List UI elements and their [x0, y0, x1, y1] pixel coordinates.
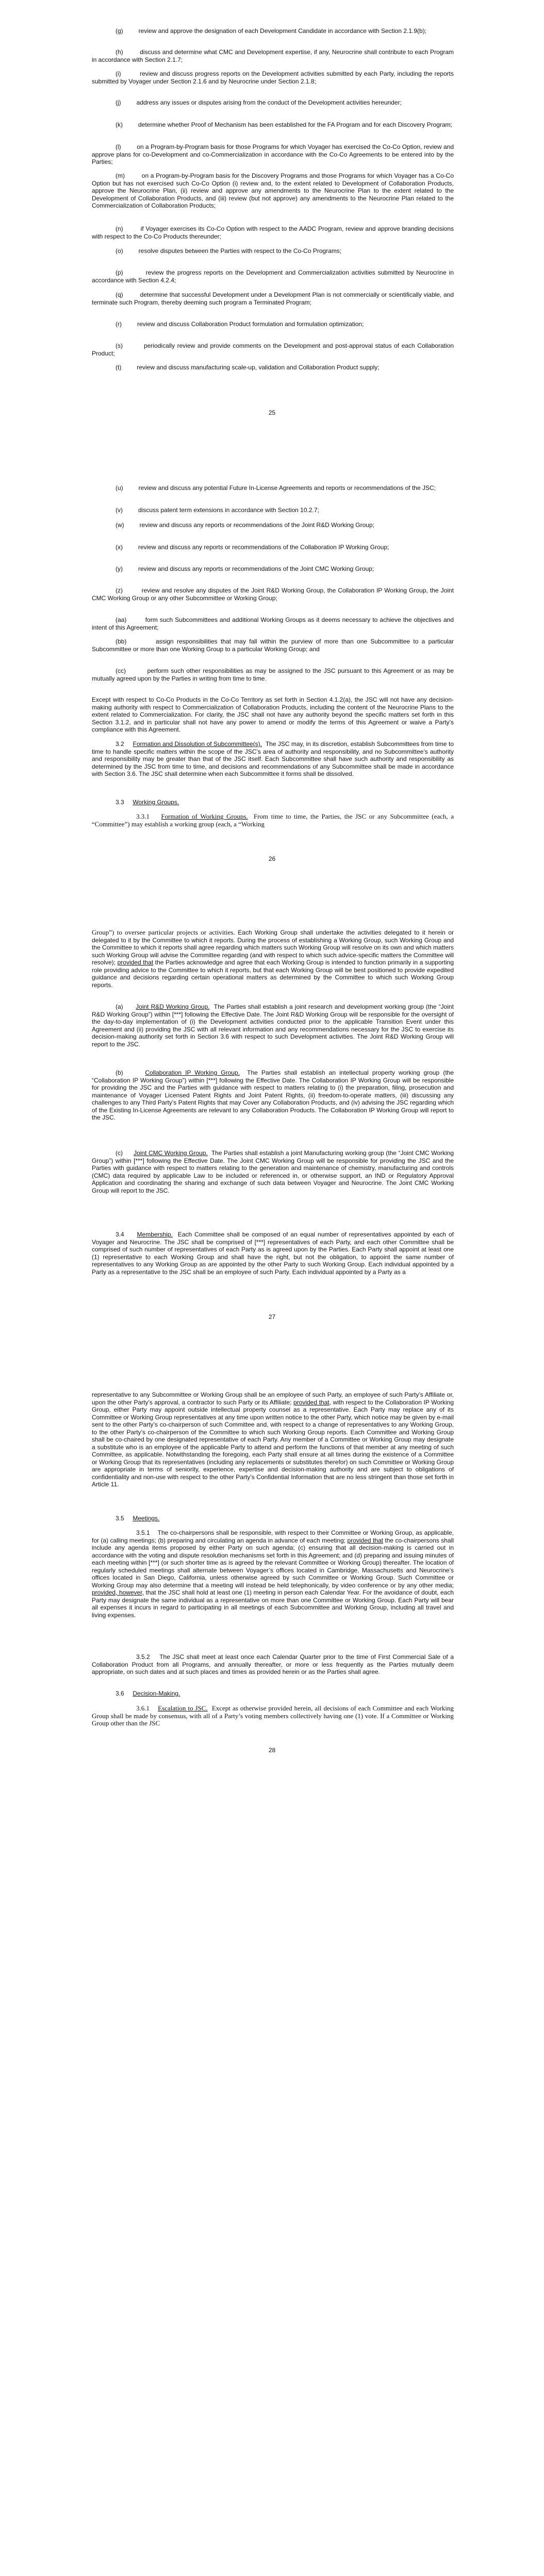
- membership-heading: Membership.: [137, 1231, 173, 1238]
- clause-p: (p) review the progress reports on the Development and Commercialization activities submitted by Neurocrine in accordance with Section 4.2.4;: [92, 269, 454, 284]
- clause-q: (q) determine that successful Development under a Development Plan is not commercially or scientifically viable, and terminate such Program, thereby deeming such program a Terminated Program;: [92, 291, 454, 306]
- clause-r: (r) review and discuss Collaboration Product formulation and formulation optimization;: [116, 320, 364, 328]
- clause-bb: (bb) assign responsibilities that may fall within the purview of more than one Subcommittee to a particular Subcommittee or more than one Working Group to a particular Working Group; and: [92, 638, 454, 653]
- page-number: 27: [268, 1313, 276, 1320]
- section-3-3: 3.3 Working Groups.: [116, 799, 179, 806]
- jsc-authority-paragraph: Except with respect to Co-Co Products in the Co-Co Territory as set forth in Section 4.1.2(a), the JSC will not have any decision-making authority with respect to Commercialization of Collaboration Products, including the content of the Neurocrine Plans to the extent related to Commercialization. For clarity, the JSC shall not have any authority beyond the specific matters set forth in this Section 3.1.2, and in particular shall not have any power to amend or modify the terms of this Agreement or waive a Party’s compliance with this Agreement.: [92, 696, 454, 733]
- meetings-body: The co-chairpersons shall be responsible, with respect to their Committee or Working Group, as applicable, for (a) calling meetings; (b) preparing and circulating an agenda in advance of each meeting;: [92, 1529, 454, 1544]
- clause-aa: (aa) form such Subcommittees and additional Working Groups as it deems necessary to achieve the objectives and intent of this Agreement;: [92, 616, 454, 631]
- meetings-body-2: the co-chairpersons shall include any agenda items proposed by either Party on such agenda; (c) ensuring that all decision-making is carried out in accordance with the voting and dispute resolution mechanisms set forth in this Agreement; and (d) preparing and issuing minutes of each meeting within [***] (or such shorter time as is agreed by the relevant Committee or Working Group) thereafter. The location of regularly scheduled meetings shall alternate between Voyager’s offices located in Cambridge, Massachusetts and Neurocrine’s offices located in San Diego, California, unless otherwise agreed by such Committee or Working Group. Such Committee or Working Group may also determine that a meeting will instead be held telephonically, by video conference or by any other media;: [92, 1536, 454, 1589]
- clause-k: (k) determine whether Proof of Mechanism has been established for the FA Program and for each Discovery Program;: [116, 121, 452, 128]
- section-3-2: 3.2 Formation and Dissolution of Subcommittee(s). The JSC may, in its discretion, establish Subcommittees from time to time to handle specific matters within the scope of the JSC’s area of authority and responsibility, and no Subcommittee’s authority and responsibility may be greater than that of the JSC itself. Each Subcommittee shall have such authority and responsibility as determined by the JSC from time to time, and decisions and recommendations of any Subcommittee shall be made in accordance with Section 3.6. The JSC shall determine when each Subcommittee it forms shall be dissolved.: [92, 740, 454, 777]
- proviso: provided that: [117, 959, 154, 966]
- clause-s: (s) periodically review and provide comments on the Development and post-approval status of each Collaboration Product;: [92, 342, 454, 357]
- working-group-body-2: the Parties acknowledge and agree that each Working Group is intended to function primarily in a supporting role providing advice to the Committee to which it reports, but that each Working Group will be best positioned to provide expedited guidance and decisions regarding certain operational matters as determined by the Committee to which such Working Group reports.: [92, 959, 454, 989]
- clause-h: (h) discuss and determine what CMC and Development expertise, if any, Neurocrine shall contribute to each Program in accordance with Section 2.1.7;: [92, 48, 454, 63]
- section-3-3-heading: Working Groups.: [133, 799, 179, 806]
- meetings-body-3: that the JSC shall hold at least one (1) meeting in person each Calendar Year. For the avoidance of doubt, each Party may designate the same individual as a representative on more than one Committee or Working Group. Each Party will bear all expenses it incurs in regard to participating in all meetings of each Subcommittee and Working Group, including all travel and living expenses.: [92, 1589, 454, 1619]
- clause-y: (y) review and discuss any reports or recommendations of the Joint CMC Working Group;: [116, 565, 374, 572]
- section-3-2-body: The JSC may, in its discretion, establish Subcommittees from time to time to handle specific matters within the scope of the JSC’s area of authority and responsibility, and no Subcommittee’s authority and responsibility may be greater than that of the JSC itself. Each Subcommittee shall have such authority and responsibility as determined by the JSC from time to time, and decisions and recommendations of any Subcommittee shall be made in accordance with Section 3.6. The JSC shall determine when each Subcommittee it forms shall be dissolved.: [92, 740, 454, 777]
- cmc-wg-body: The Parties shall establish a joint Manufacturing working group (the “Joint CMC Working Group”) within [***] following the Effective Date. The Joint CMC Working Group will be responsible for providing the JSC and the Parties with guidance with respect to matters relating to the generation and maintenance of chemistry, manufacturing and controls (CMC) data required by applicable Law to be included or referenced in, or otherwise support, an IND or Regulatory Approval Application and coordinating the sharing and exchange of such data between Voyager and Neurocrine. The Joint CMC Working Group will report to the JSC.: [92, 1149, 454, 1194]
- working-group-body: Each Working Group shall undertake the activities delegated to it herein or delegated to it by the Committee to which it reports. During the process of establishing a Working Group, such Working Group and the Committee to which it reports shall agree regarding which matters such Working Group will resolve on its own and which matters such Working Group will advise the Committee regarding (and with respect to which such advice-specific matters the Committee will resolve);: [92, 929, 454, 966]
- clause-m: (m) on a Program-by-Program basis for the Discovery Programs and those Programs for which Voyager has a Co-Co Option but has not exercised such Co-Co Option (i) review and, to the extent related to Development of Collaboration Products, approve the Neurocrine Plan, (ii) review and approve any amendments to the Neurocrine Plan to the extent related to the Development of Collaboration Products, and (iii) review (but not approve) any amendments to the Neurocrine Plan related to the Commercialization of Collaboration Products;: [92, 172, 454, 209]
- clause-u: (u) review and discuss any potential Future In-License Agreements and reports or recommendations of the JSC;: [116, 484, 436, 492]
- joint-rd-body: The Parties shall establish a joint research and development working group (the “Joint R&D Working Group”) within [***] following the Effective Date. The Joint R&D Working Group will be responsible for the oversight of the day-to-day implementation of (i) the Development activities conducted prior to the applicable Transition Event under this Agreement and (ii) providing the JSC with all relevant information and any recommendations necessary for the JSC to exercise its decision-making authority set forth in Section 3.6 with respect to such Development activities. The Joint R&D Working Group will report to the JSC.: [92, 1003, 454, 1048]
- membership-continued: [92, 1391, 454, 1488]
- ip-wg-heading: Collaboration IP Working Group.: [145, 1069, 240, 1076]
- escalation-heading: Escalation to JSC.: [158, 1704, 208, 1712]
- membership-continued-body: with respect to the Collaboration IP Working Group, either Party may appoint outside intellectual property counsel as a representative. Each Party may replace any of its Committee or Working Group representatives at any time upon written notice to the other Party, which notice may be given by e-mail sent to the other Party’s co-chairperson of such Committee and, with respect to a change of representatives to any Working Group, to the other Party’s co-chairperson of the Committee to which such Working Group reports. Each Committee and Working Group shall be co-chaired by one designated representative of each Party. Any member of a Committee or Working Group may designate a substitute who is an employee of the applicable Party to attend and perform the functions of that member at any meeting of such Committee, as applicable. Notwithstanding the foregoing, each Party shall ensure at all times during the existence of a Committee or Working Group that its representatives (including any replacements or substitutes therefor) on such Committee or Working Group are appropriate in terms of seniority, experience, expertise and decision-making authority and are subject to obligations of confidentiality and non-use with respect to the other Party’s Confidential Information that are no less stringent than those set forth in Article 11.: [92, 1398, 454, 1488]
- clause-cc: (cc) perform such other responsibilities as may be assigned to the JSC pursuant to this Agreement or as may be mutually agreed upon by the Parties in writing from time to time.: [92, 667, 454, 682]
- section-ip-wg: (b) Collaboration IP Working Group. The Parties shall establish an intellectual property working group (the “Collaboration IP Working Group”) within [***] following the Effective Date. The Collaboration IP Working Group will be responsible for providing the JSC and the Parties with guidance with respect to matters relating to (i) the preparation, filing, prosecution and maintenance of Voyager Licensed Patent Rights and Joint Patent Rights, (ii) freedom-to-operate matters, (iii) discussing any challenges to any Third Party’s Patent Rights that may Cover any Collaboration Products, and (iv) advising the JSC regarding which of the Existing In-License Agreements are relevant to any Collaboration Products. The Collaboration IP Working Group will report to the JSC.: [92, 1069, 454, 1121]
- section-3-5-1: 3.5.1 The co-chairpersons shall be responsible, with respect to their Committee or Working Group, as applicable, for (a) calling meetings; (b) preparing and circulating an agenda in advance of each meeting; provided that the co-chairpersons shall include any agenda items proposed by either Party on such agenda; (c) ensuring that all decision-making is carried out in accordance with the voting and dispute resolution mechanisms set forth in this Agreement; and (d) preparing and issuing minutes of each meeting within [***] (or such shorter time as is agreed by the relevant Committee or Working Group) thereafter. The location of regularly scheduled meetings shall alternate between Voyager’s offices located in Cambridge, Massachusetts and Neurocrine’s offices located in San Diego, California, unless otherwise agreed by such Committee or Working Group. Such Committee or Working Group may also determine that a meeting will instead be held telephonically, by video conference or by any other media; provided, however, that the JSC shall hold at least one (1) meeting in person each Calendar Year. For the avoidance of doubt, each Party may designate the same individual as a representative on more than one Committee or Working Group. Each Party will bear all expenses it incurs in regard to participating in all meetings of each Subcommittee and Working Group, including all travel and living expenses.: [92, 1529, 454, 1619]
- jsc-meeting-body: The JSC shall meet at least once each Calendar Quarter prior to the time of First Commercial Sale of a Collaboration Product from all Programs, and annually thereafter, or more or less frequently as the Parties mutually deem appropriate, on such dates and at such places and times as provided herein or as the Parties shall agree.: [92, 1653, 454, 1675]
- clause-g: (g) review and approve the designation of each Development Candidate in accordance with Section 2.1.9(b);: [116, 27, 427, 35]
- clause-v: (v) discuss patent term extensions in accordance with Section 10.2.7;: [116, 506, 319, 514]
- cmc-wg-heading: Joint CMC Working Group.: [134, 1149, 208, 1157]
- clause-n: (n) if Voyager exercises its Co-Co Option with respect to the AADC Program, review and approve branding decisions with respect to the Co-Co Products thereunder;: [92, 225, 454, 240]
- membership-continued-lead: representative to any Subcommittee or Working Group shall be an employee of such Party, an employee of such Party’s Affiliate or, upon the other Party’s approval, a contractor to such Party or its Affiliate;: [92, 1391, 454, 1406]
- joint-rd-heading: Joint R&D Working Group.: [136, 1003, 210, 1010]
- page-number: 28: [268, 1747, 276, 1754]
- ip-wg-body: The Parties shall establish an intellectual property working group (the “Collaboration IP Working Group”) within [***] following the Effective Date. The Collaboration IP Working Group will be responsible for providing the JSC and the Parties with guidance with respect to matters relating to (i) the preparation, filing, prosecution and maintenance of Voyager Licensed Patent Rights and Joint Patent Rights, (ii) freedom-to-operate matters, (iii) discussing any challenges to any Third Party’s Patent Rights that may Cover any Collaboration Products, and (iv) advising the JSC regarding which of the Existing In-License Agreements are relevant to any Collaboration Products. The Collaboration IP Working Group will report to the JSC.: [92, 1069, 454, 1121]
- membership-body: Each Committee shall be composed of an equal number of representatives appointed by each of Voyager and Neurocrine. The JSC shall be comprised of [***] representatives of each Party, and each other Committee shall be comprised of such number of representatives of each Party as is agreed upon by the Parties. Each Party shall appoint at least one (1) representative to each Working Group and shall have the right, but not the obligation, to appoint the same number of representatives to any Working Group as are appointed by the other Party to such Working Group. Each individual appointed by a Party as a representative to the JSC shall be an employee of such Party. Each individual appointed by a Party as a: [92, 1231, 454, 1276]
- working-group-lead: Group”) to oversee particular projects or activities.: [92, 928, 235, 936]
- section-3-5-2: 3.5.2 The JSC shall meet at least once each Calendar Quarter prior to the time of First Commercial Sale of a Collaboration Product from all Programs, and annually thereafter, or more or less frequently as the Parties mutually deem appropriate, on such dates and at such places and times as provided herein or as the Parties shall agree.: [92, 1653, 454, 1675]
- clause-x: (x) review and discuss any reports or recommendations of the Collaboration IP Working Group;: [116, 544, 389, 551]
- section-3-3-2: (a) Joint R&D Working Group. The Parties shall establish a joint research and development working group (the “Joint R&D Working Group”) within [***] following the Effective Date. The Joint R&D Working Group will be responsible for the oversight of the day-to-day implementation of (i) the Development activities conducted prior to the applicable Transition Event under this Agreement and (ii) providing the JSC with all relevant information and any recommendations necessary for the JSC to exercise its decision-making authority set forth in Section 3.6 with respect to such Development activities. The Joint R&D Working Group will report to the JSC.: [92, 1003, 454, 1048]
- section-3-6-1: 3.6.1 Escalation to JSC. Except as otherwise provided herein, all decisions of each Committee and each Working Group shall be made by consensus, with all of a Party’s voting members collectively having one (1) vote. If a Committee or Working Group other than the JSC: [92, 1704, 454, 1727]
- clause-t: (t) review and discuss manufacturing scale-up, validation and Collaboration Product supply;: [116, 364, 380, 371]
- section-3-2-heading: Formation and Dissolution of Subcommittee(s).: [133, 740, 262, 748]
- proviso: provided that: [347, 1536, 383, 1544]
- proviso-however: provided, however,: [92, 1589, 144, 1596]
- working-group-paragraph: [92, 929, 454, 989]
- clause-w: (w) review and discuss any reports or recommendations of the Joint R&D Working Group;: [116, 521, 374, 529]
- section-3-4: 3.4 Membership. Each Committee shall be composed of an equal number of representatives appointed by each of Voyager and Neurocrine. The JSC shall be comprised of [***] representatives of each Party, and each other Committee shall be comprised of such number of representatives of each Party as is agreed upon by the Parties. Each Party shall appoint at least one (1) representative to each Working Group and shall have the right, but not the obligation, to appoint the same number of representatives to any Working Group as are appointed by the other Party to such Working Group. Each individual appointed by a Party as a representative to the JSC shall be an employee of such Party. Each individual appointed by a Party as a: [92, 1231, 454, 1276]
- clause-i: (i) review and discuss progress reports on the Development activities submitted by each Party, including the reports submitted by Voyager under Section 2.1.6 and by Neurocrine under Section 2.1.8;: [92, 70, 454, 85]
- section-3-3-1-body: From time to time, the Parties, the JSC or any Subcommittee (each, a “Committee”) may establish a working group (each, a “Working: [92, 812, 454, 828]
- decision-making-heading: Decision-Making.: [133, 1690, 180, 1697]
- section-3-3-1-heading: Formation of Working Groups.: [161, 812, 248, 820]
- section-3-6: 3.6 Decision-Making.: [116, 1690, 180, 1697]
- page-number: 26: [268, 855, 276, 862]
- clause-o: (o) resolve disputes between the Parties with respect to the Co-Co Programs;: [116, 247, 342, 255]
- section-cmc-wg: (c) Joint CMC Working Group. The Parties shall establish a joint Manufacturing working group (the “Joint CMC Working Group”) within [***] following the Effective Date. The Joint CMC Working Group will be responsible for providing the JSC and the Parties with guidance with respect to matters relating to the generation and maintenance of chemistry, manufacturing and controls (CMC) data required by applicable Law to be included or referenced in, or otherwise support, an IND or Regulatory Approval Application and coordinating the sharing and exchange of such data between Voyager and Neurocrine. The Joint CMC Working Group will report to the JSC.: [92, 1149, 454, 1194]
- proviso: provided that,: [293, 1398, 331, 1406]
- clause-z: (z) review and resolve any disputes of the Joint R&D Working Group, the Collaboration IP Working Group, the Joint CMC Working Group or any other Subcommittee or Working Group;: [92, 587, 454, 602]
- meetings-heading: Meetings.: [133, 1515, 160, 1522]
- page-number: 25: [268, 409, 276, 416]
- escalation-body: Except as otherwise provided herein, all decisions of each Committee and each Working Group shall be made by consensus, with all of a Party’s voting members collectively having one (1) vote. If a Committee or Working Group other than the JSC: [92, 1704, 454, 1727]
- section-3-5: 3.5 Meetings.: [116, 1515, 160, 1522]
- clause-l: (l) on a Program-by-Program basis for those Programs for which Voyager has exercised the Co-Co Option, review and approve plans for co-Development and co-Commercialization in accordance with the Co-Co Agreements to be entered into by the Parties;: [92, 143, 454, 165]
- clause-j: (j) address any issues or disputes arising from the conduct of the Development activities hereunder;: [116, 99, 402, 106]
- section-3-3-1: 3.3.1 Formation of Working Groups. From time to time, the Parties, the JSC or any Subcommittee (each, a “Committee”) may establish a working group (each, a “Working: [92, 812, 454, 828]
